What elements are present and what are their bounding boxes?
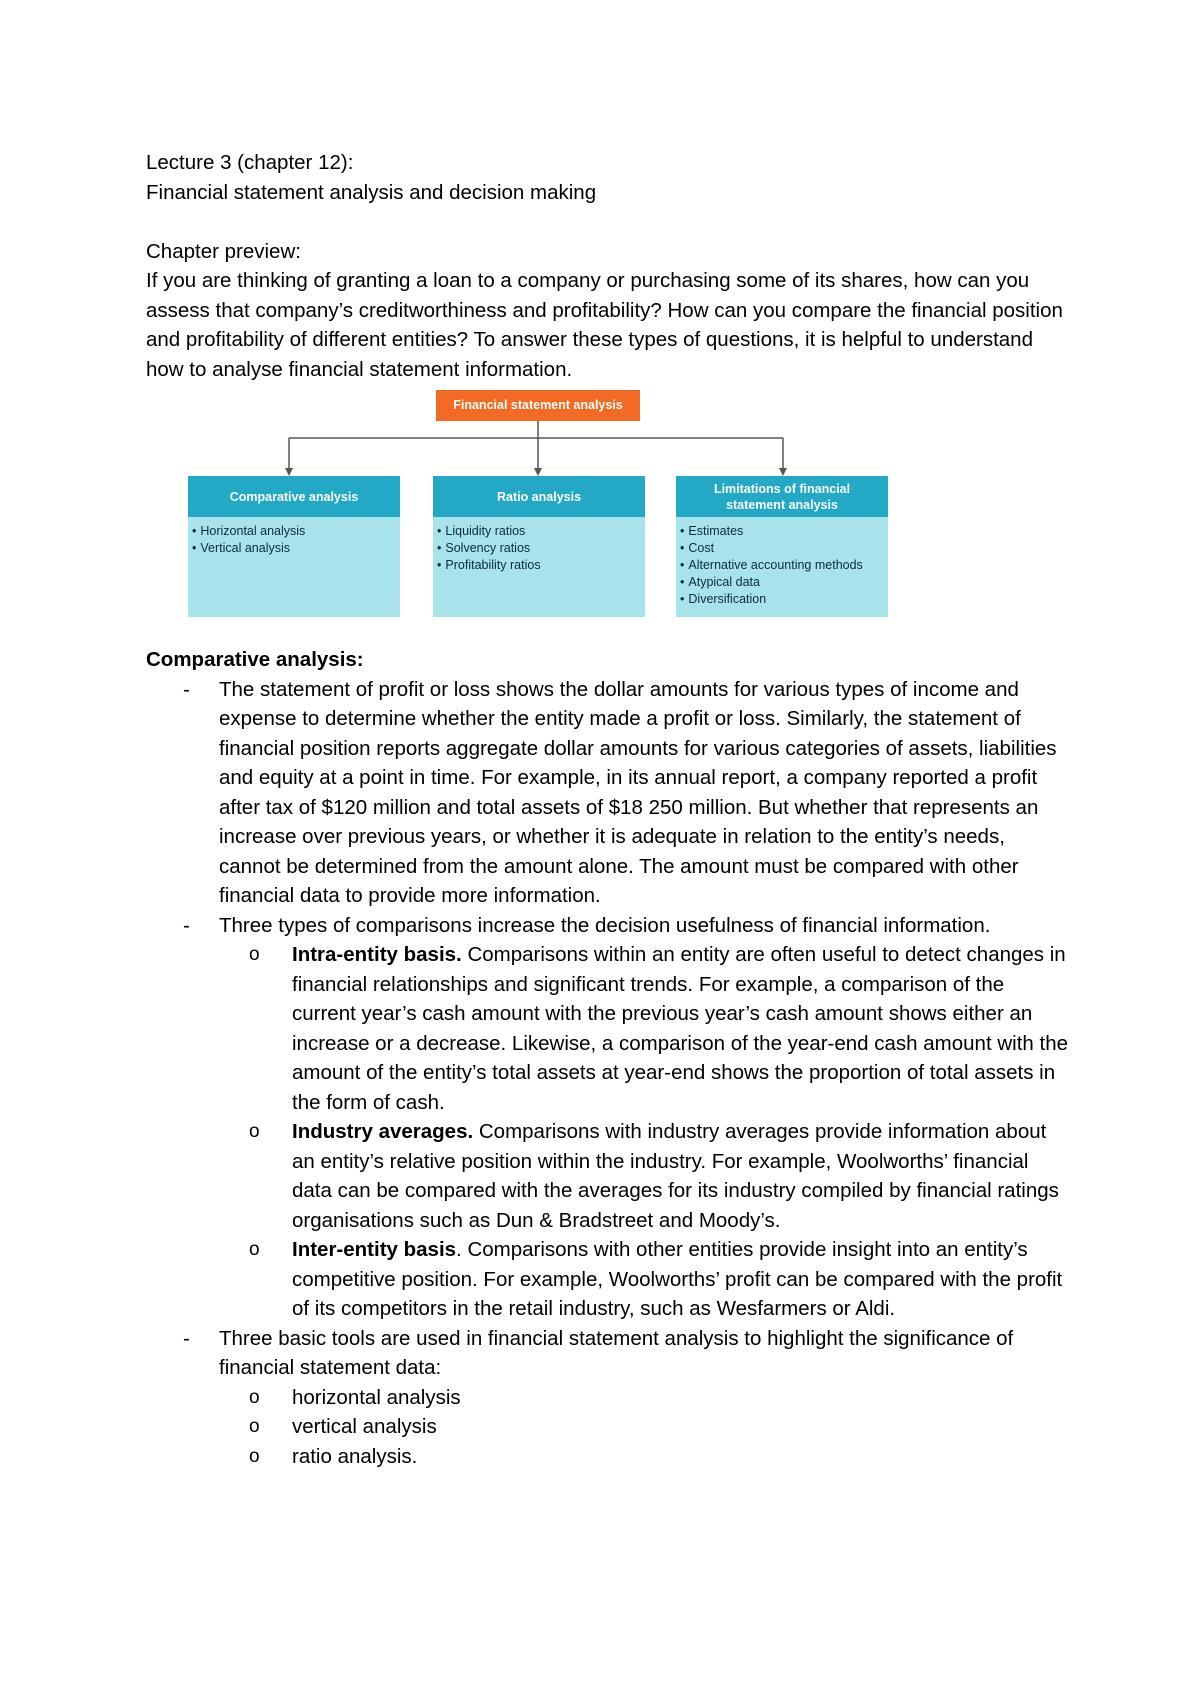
dash-bullet: - (183, 913, 190, 937)
diagram-box-title: Comparative analysis (188, 476, 400, 517)
diagram-box-list (188, 517, 400, 557)
tool-name: ratio analysis. (292, 1444, 418, 1468)
comparison-types-list (219, 940, 1071, 1324)
sub-list-item (219, 1442, 1071, 1472)
diagram-list-item: • Cost (680, 540, 888, 557)
circle-bullet: o (249, 1121, 260, 1142)
diagram-box-title: Ratio analysis (433, 476, 645, 517)
diagram-list-item: • Horizontal analysis (192, 523, 400, 540)
preview-label: Chapter preview: (146, 239, 301, 263)
circle-bullet: o (249, 1416, 260, 1437)
sub-list-item (219, 1235, 1071, 1324)
dash-bullet: - (183, 1326, 190, 1350)
circle-bullet: o (249, 1239, 260, 1260)
preview-text: If you are thinking of granting a loan to a company or purchasing some of its shares, how can you assess that company’s creditworthiness and profitability? How can you compare the financial position and profitability of different entities? To answer these types of questions, it is helpful to understand how to analyse financial statement information. (146, 269, 1063, 381)
sub-list-item (219, 940, 1071, 1117)
diagram-list-item: • Liquidity ratios (437, 523, 645, 540)
diagram-list-item: • Alternative accounting methods (680, 557, 888, 574)
diagram-list-item: • Estimates (680, 523, 888, 540)
list-item-text: Three basic tools are used in financial statement analysis to highlight the significance of financial statement data: (219, 1326, 1014, 1379)
list-item (146, 675, 1071, 911)
lecture-title: Lecture 3 (chapter 12): (146, 151, 354, 174)
diagram-list-item: • Profitability ratios (437, 557, 645, 574)
list-item-text: The statement of profit or loss shows the dollar amounts for various types of income and expense to determine whether the entity made a profit or loss. Similarly, the statement of financial position reports aggregate dollar amounts for various categories of assets, liabilities and equity at a point in time. For example, in its annual report, a company reported a profit after tax of $120 million and total assets of $18 250 million. But whether that represents an increase over previous years, or whether it is adequate in relation to the entity’s needs, cannot be determined from the amount alone. The amount must be compared with other financial data to provide more information. (219, 677, 1057, 907)
diagram-list-item: • Diversification (680, 591, 888, 608)
section-heading-comparative: Comparative analysis: (146, 648, 364, 671)
sub-list-item (219, 1383, 1071, 1413)
diagram-list-item: • Atypical data (680, 574, 888, 591)
tools-list (219, 1383, 1071, 1472)
list-item-text: Three types of comparisons increase the decision usefulness of financial information. (219, 913, 991, 937)
circle-bullet: o (249, 1445, 260, 1467)
sub-item-text: . Comparisons with other entities provide insight into an entity’s competitive position. For example, Woolworths’ profit can be compared with the profit of its competitors in the retail industry, such as Wesfarmers or Aldi. (292, 1238, 1063, 1320)
tool-name: vertical analysis (292, 1415, 437, 1438)
diagram-box-title: Limitations of financial statement analysis (676, 476, 888, 517)
diagram-list-item: • Solvency ratios (437, 540, 645, 557)
comparative-list (146, 675, 1076, 1472)
analysis-diagram (146, 390, 1076, 645)
spacer (146, 207, 1076, 237)
list-item (146, 911, 1071, 1324)
sub-item-text: Comparisons within an entity are often useful to detect changes in financial relationships and significant trends. For example, a comparison of the current year’s cash amount with the previous year’s cash amount shows either an increase or a decrease. Likewise, a comparison of the year-end cash amount with the amount of the entity’s total assets at year-end shows the proportion of total assets in the form of cash. (292, 943, 1068, 1114)
diagram-list-item: • Vertical analysis (192, 540, 400, 557)
diagram-box-ratio (433, 476, 645, 617)
circle-bullet: o (249, 1386, 260, 1408)
document-content (146, 148, 1076, 1471)
diagram-box-list (433, 517, 645, 574)
sub-item-text: Comparisons with industry averages provide information about an entity’s relative position within the industry. For example, Woolworths’ financial data can be compared with the averages for its industry compiled by financial ratings organisations such as Dun & Bradstreet and Moody’s. (292, 1120, 1059, 1232)
diagram-title: Financial statement analysis (436, 390, 640, 421)
circle-bullet: o (249, 944, 260, 965)
sub-list-item (219, 1412, 1071, 1442)
sub-item-term: Intra-entity basis. (292, 943, 462, 966)
lecture-subtitle: Financial statement analysis and decision making (146, 180, 597, 204)
diagram-box-comparative (188, 476, 400, 617)
list-item (146, 1324, 1071, 1472)
diagram-box-limitations (676, 476, 888, 617)
tool-name: horizontal analysis (292, 1385, 461, 1409)
diagram-box-list (676, 517, 888, 608)
sub-item-term: Industry averages. (292, 1120, 474, 1143)
sub-list-item (219, 1117, 1071, 1235)
dash-bullet: - (183, 677, 190, 701)
sub-item-term: Inter-entity basis (292, 1238, 457, 1261)
